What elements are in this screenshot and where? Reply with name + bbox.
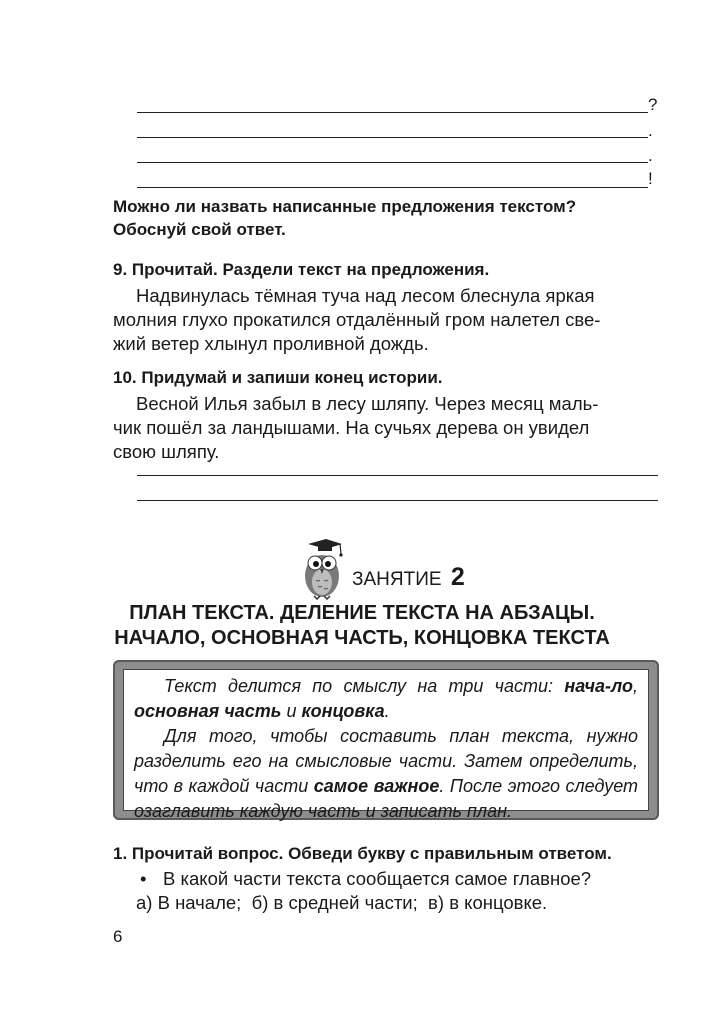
line-end-mark-2: . <box>648 121 653 140</box>
rule-p2-text: Для того, чтобы составить план текста, нужно разделить его на смысловые части. Затем определить, что в каждой части <box>134 726 638 796</box>
rule-term-main: основная часть <box>134 701 282 721</box>
task-9-line-1: Надвинулась тёмная туча над лесом блеснула яркая <box>136 285 595 306</box>
rule-box <box>123 669 649 821</box>
rule-p1-end: . <box>384 701 390 721</box>
rule-p1-sep1: , <box>632 676 638 696</box>
rule-p1-text: Текст делится по смыслу на три части: <box>164 676 565 696</box>
question-text-line-1: Можно ли назвать написанные предложения текстом? <box>113 197 577 216</box>
answer-line-2[interactable] <box>137 500 658 501</box>
writing-line-1[interactable] <box>137 112 648 113</box>
lesson-label-text: ЗАНЯТИЕ <box>352 569 442 590</box>
task-1-options[interactable]: а) В начале; б) в средней части; в) в концовке. <box>136 892 548 913</box>
rule-paragraph-2 <box>134 724 638 824</box>
line-end-mark-1: ? <box>648 95 658 114</box>
writing-line-3[interactable] <box>137 162 648 163</box>
rule-term-start: нача-ло <box>564 676 633 696</box>
rule-p2-end: . После этого следует озаглавить каждую часть и записать план. <box>134 776 639 821</box>
writing-line-2[interactable] <box>137 137 648 138</box>
answer-line-1[interactable] <box>137 475 658 476</box>
writing-line-4[interactable] <box>137 187 648 188</box>
task-1-bullet: • <box>140 868 147 889</box>
line-end-mark-4: ! <box>648 169 653 188</box>
line-end-mark-3: . <box>648 146 653 165</box>
task-1-heading: 1. Прочитай вопрос. Обведи букву с правильным ответом. <box>113 844 612 863</box>
lesson-label <box>352 563 465 594</box>
rule-p1-sep2: и <box>281 701 302 721</box>
page-number: 6 <box>113 927 123 946</box>
task-10-line-1: Весной Илья забыл в лесу шляпу. Через месяц маль- <box>136 393 599 414</box>
task-9-line-3: жий ветер хлынул проливной дождь. <box>113 333 429 354</box>
rule-paragraph-1 <box>134 674 638 724</box>
rule-term-end: концовка <box>301 701 385 721</box>
task-10-line-3: свою шляпу. <box>113 441 220 462</box>
task-10-heading: 10. Придумай и запиши конец истории. <box>113 368 443 387</box>
lesson-title-line-1: ПЛАН ТЕКСТА. ДЕЛЕНИЕ ТЕКСТА НА АБЗАЦЫ. <box>129 602 595 624</box>
task-9-line-2: молния глухо прокатился отдалённый гром налетел све- <box>113 309 601 330</box>
task-10-line-2: чик пошёл за ландышами. На сучьях дерева он увидел <box>113 417 590 438</box>
lesson-title-line-2: НАЧАЛО, ОСНОВНАЯ ЧАСТЬ, КОНЦОВКА ТЕКСТА <box>114 627 610 649</box>
owl-scholar-icon <box>296 538 346 600</box>
rule-box-frame <box>113 660 659 820</box>
lesson-number: 2 <box>450 563 465 591</box>
rule-term-important: самое важное <box>313 776 440 796</box>
task-1-question: В какой части текста сообщается самое главное? <box>163 868 592 889</box>
task-9-heading: 9. Прочитай. Раздели текст на предложения. <box>113 260 490 279</box>
question-text-line-2: Обоснуй свой ответ. <box>113 220 286 239</box>
